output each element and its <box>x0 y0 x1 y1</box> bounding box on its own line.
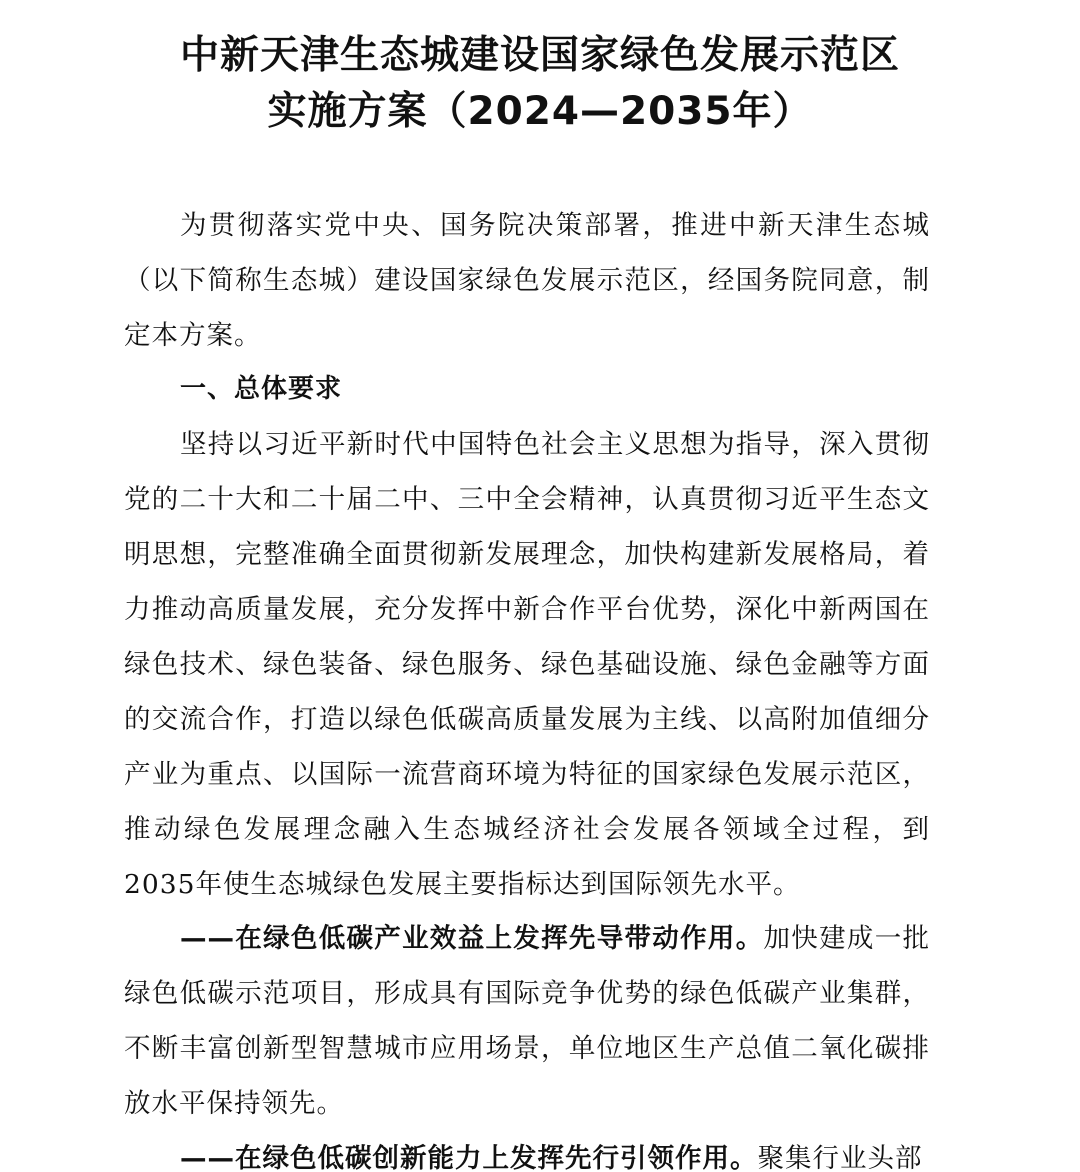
goal-item-2-body: 聚集行业头部 <box>757 1143 923 1172</box>
intro-paragraph: 为贯彻落实党中央、国务院决策部署，推进中新天津生态城（以下简称生态城）建设国家绿色发展示范区，经国务院同意，制定本方案。 <box>124 210 930 351</box>
goal-item-1-body: 加快建成一批绿色低碳示范项目，形成具有国际竞争优势的绿色低碳产业集群，不断丰富创新型智慧城市应用场景，单位地区生产总值二氧化碳排放水平保持领先。 <box>124 923 931 1119</box>
document-title-line-2: 实施方案（2024—2035年） <box>267 89 813 134</box>
document-title-line-1: 中新天津生态城建设国家绿色发展示范区 <box>179 33 900 78</box>
goal-item-2 <box>124 1131 930 1172</box>
section-1-heading: 一、总体要求 <box>180 374 343 404</box>
goal-item-1-lead: ——在绿色低碳产业效益上发挥先导带动作用。 <box>180 923 764 954</box>
goal-item-1 <box>124 911 930 1131</box>
goal-item-2-lead: ——在绿色低碳创新能力上发挥先行引领作用。 <box>180 1143 758 1172</box>
section-1-paragraph: 坚持以习近平新时代中国特色社会主义思想为指导，深入贯彻党的二十大和二十届二中、三中全会精神，认真贯彻习近平生态文明思想，完整准确全面贯彻新发展理念，加快构建新发展格局，着力推动高质量发展，充分发挥中新合作平台优势，深化中新两国在绿色技术、绿色装备、绿色服务、绿色基础设施、绿色金融等方面的交流合作，打造以绿色低碳高质量发展为主线、以高附加值细分产业为重点、以国际一流营商环境为特征的国家绿色发展示范区，推动绿色发展理念融入生态城经济社会发展各领域全过程，到2035年使生态城绿色发展主要指标达到国际领先水平。 <box>124 429 930 900</box>
